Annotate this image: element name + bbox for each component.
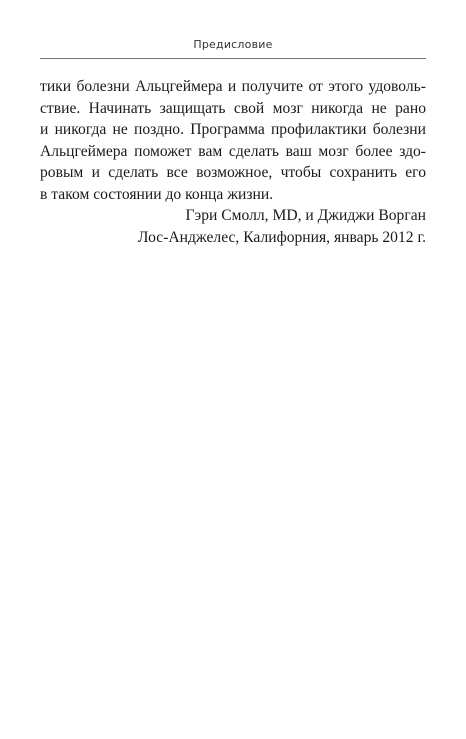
text-line: тики болезни Альцгеймера и получите от этого удоволь- (40, 78, 426, 95)
signature-place-date: Лос-Анджелес, Калифорния, январь 2012 г. (137, 228, 426, 246)
text-line: Альцгеймера поможет вам сделать ваш мозг более здо- (40, 142, 426, 160)
header-rule (40, 58, 426, 59)
signature-authors: Гэри Смолл, MD, и Джиджи Ворган (185, 207, 426, 224)
text-line: и никогда не поздно. Программа профилактики болезни (40, 121, 426, 138)
text-line: ствие. Начинать защищать свой мозг никогда не рано (40, 99, 426, 117)
body-paragraph (40, 76, 426, 205)
running-header: Предисловие (193, 38, 273, 51)
text-line: в таком состоянии до конца жизни. (40, 185, 274, 203)
text-line: ровым и сделать все возможное, чтобы сохранить его (40, 164, 426, 181)
signature-block (40, 205, 426, 248)
